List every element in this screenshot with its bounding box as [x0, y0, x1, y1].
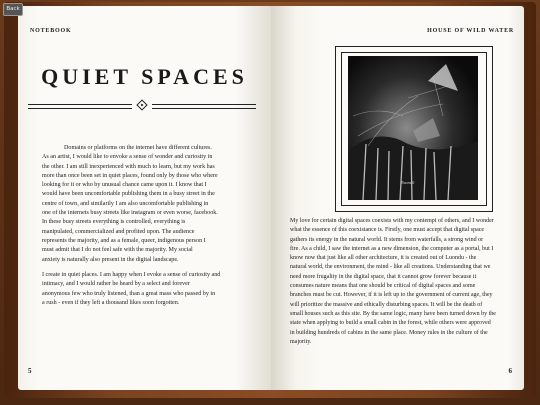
paragraph-2-line: I create in quiet places. I am happy when I evoke a sense of curiosity and [42, 272, 221, 278]
paragraph-1-line: looking for it or who by unusual chance came upon it. I know that I [42, 182, 207, 189]
paragraph-right-line: need more frugality in the digital space, that it cannot grow forever because it [290, 273, 477, 280]
paragraph-right-line: what the essence of this coexistance is. Firstly, one must accept that digital space [290, 227, 485, 234]
paragraph-1-line: more than once been set in quiet places, found only by those who where [42, 172, 218, 179]
paragraph-1-line: must admit that I do not feel safe with the majority. My social [42, 247, 193, 254]
paragraph-right-line: My love for certain digital spaces coexists with my contempt of others, and I wonder [290, 218, 494, 224]
paragraph-1-line: manipulated, commercialized and profited upon. The audience [42, 228, 195, 235]
paragraph-1-line: Domains or platforms on the internet have different cultures. [64, 145, 212, 151]
diamond-ornament-icon [136, 99, 147, 110]
paragraph-2-line: a rush - even if they left a thousand likes soon forgotten. [42, 299, 180, 306]
page-number-right: 6 [508, 367, 512, 375]
paragraph-1-line: centre of town, and similarily I am also uncomfortable publishing in [42, 200, 209, 207]
paragraph-2 [42, 271, 270, 308]
paragraph-right-line: consumes nature means that one should be critical of digital spaces and some [290, 283, 476, 290]
paragraph-2-line: anonymous few who truly listened, than a great mass who passed by in [42, 290, 216, 297]
paragraph-right-line: majority. [290, 338, 312, 345]
left-page[interactable] [18, 6, 271, 390]
paragraph-right-line: state when applying to build a small cabin in the forest, while others were approved [290, 320, 491, 327]
paragraph-right-line: branches must be cut. However, if it is left up to the government of current age, they [290, 292, 493, 299]
paragraph-1-line: represents the majority, and as a female, queer, indigenous person I [42, 237, 206, 244]
paragraph-1-line: anxiety is naturally also present in the digital landscape. [42, 256, 179, 263]
paragraph-1 [42, 144, 270, 265]
forest-photo-art [348, 56, 478, 200]
paragraph-1-line: one of the internets busy streets like instagram or even worse, facebook. [42, 210, 218, 217]
paragraph-right-line: natural world, the environment, the mind - like all creations. Understanding that we [290, 264, 491, 271]
paragraph-right-line: gathers its energy in the natural world. It stems from waterfalls, a strong wind or [290, 236, 484, 243]
forest-photo [348, 56, 478, 200]
paragraph-right-line: fire. As a child, I saw the internet as a new dimension, the computer as a portal, but I [290, 245, 494, 252]
paragraph-1-line: In these busy streets everything is controlled, everything is [42, 219, 186, 226]
paragraph-right-line: small houses such as this site. By the same logic, many have been turned down by the [290, 310, 496, 317]
paragraph-2-line: intimacy, and I would rather be heard by a select and forever [42, 281, 190, 288]
paragraph-1-line: would have been uncomfortable publishing them in a busy street in the [42, 191, 215, 198]
paragraph-right-line: in building hundreds of cabins in the same place. Money rules in the culture of the [290, 329, 488, 336]
page-number-left: 5 [28, 367, 32, 375]
running-head-right: HOUSE OF WILD WATER [427, 28, 514, 34]
paragraph-right [290, 217, 522, 347]
title-rule-right [152, 104, 256, 109]
title-rule-left [28, 104, 132, 109]
paragraph-right-line: will prioritize the massive and ethically disturbing spaces. It will be the death of [290, 301, 483, 308]
photo-caption: Nuora 0 [401, 180, 415, 185]
paragraph-right-line: know now that just like all other architecture, it is created out of Luondu - the [290, 255, 477, 262]
running-head-left: NOTEBOOK [30, 28, 72, 34]
page-title: QUIET SPACES [41, 64, 248, 89]
back-button[interactable]: Back [3, 3, 23, 16]
right-page[interactable] [271, 6, 524, 390]
paragraph-1-line: As an artist, I would like to envoke a sense of wonder and curiosity in [42, 154, 213, 161]
paragraph-1-line: the other. I am still inexperienced with much to learn, but my work has [42, 163, 215, 170]
